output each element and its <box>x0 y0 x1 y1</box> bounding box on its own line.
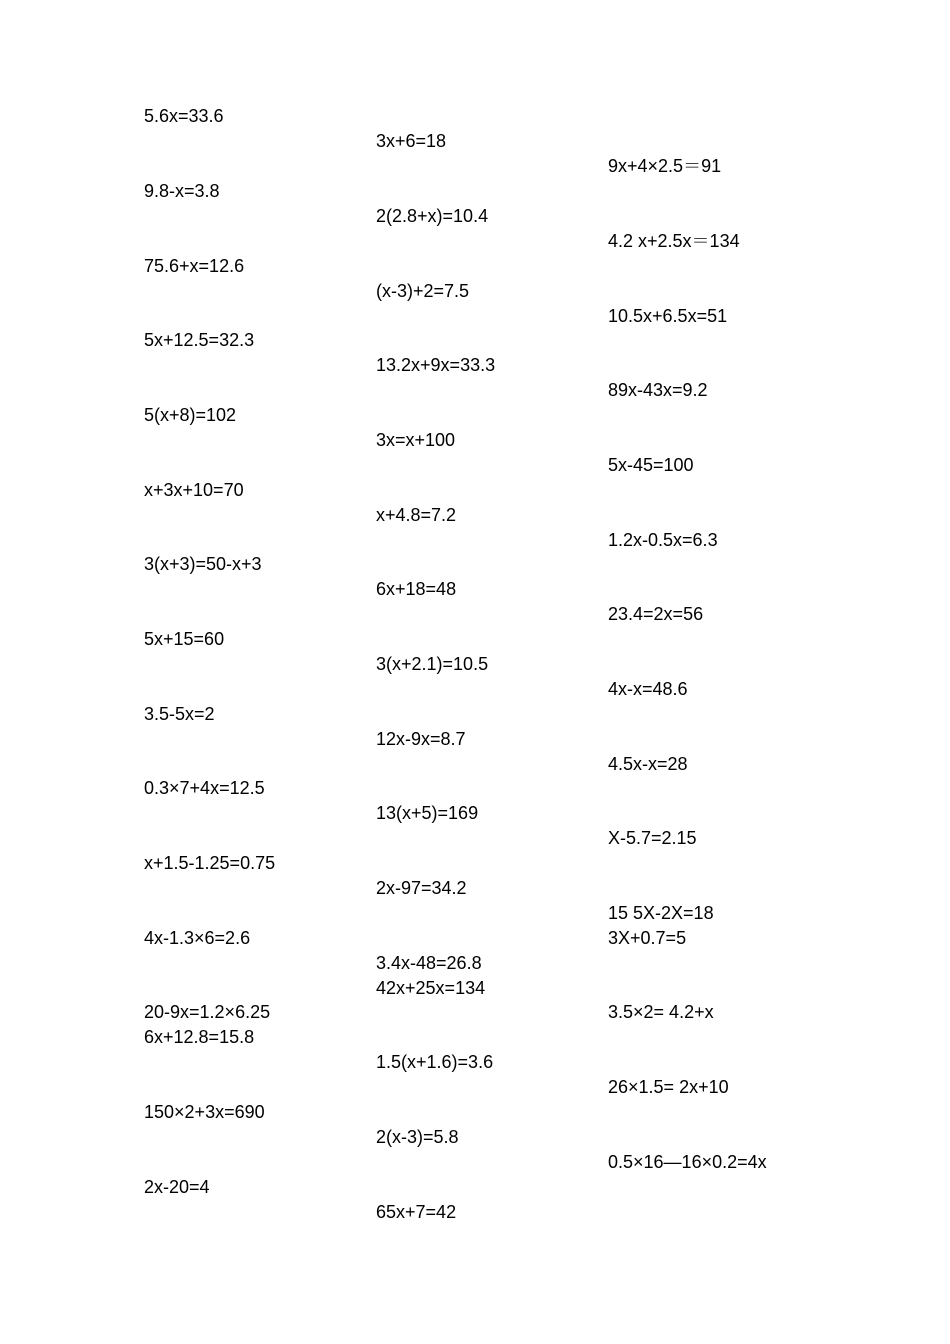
equation: 6x+18=48 <box>376 579 457 599</box>
equation: 3.5×2= 4.2+x <box>608 1002 714 1022</box>
equation: 5x+15=60 <box>144 629 225 649</box>
equation: 2(x-3)=5.8 <box>376 1127 459 1147</box>
equation: 3x=x+100 <box>376 430 456 450</box>
equation: 0.3×7+4x=12.5 <box>144 778 265 798</box>
equation: x+3x+10=70 <box>144 480 244 500</box>
equation: 150×2+3x=690 <box>144 1102 265 1122</box>
equation: x+1.5-1.25=0.75 <box>144 853 276 873</box>
equation: 5x-45=100 <box>608 455 694 475</box>
equation: 42x+25x=134 <box>376 978 486 998</box>
equation: (x-3)+2=7.5 <box>376 281 470 301</box>
equation: 23.4=2x=56 <box>608 604 704 624</box>
equation: 0.5×16—16×0.2=4x <box>608 1152 767 1172</box>
equation: 3x+6=18 <box>376 131 447 151</box>
equation: 3(x+2.1)=10.5 <box>376 654 489 674</box>
equation: 2(2.8+x)=10.4 <box>376 206 489 226</box>
equation: 10.5x+6.5x=51 <box>608 306 728 326</box>
equation: 65x+7=42 <box>376 1202 457 1222</box>
equation: 4.2 x+2.5x＝134 <box>608 231 740 251</box>
equation: 3.4x-48=26.8 <box>376 953 482 973</box>
equation: 1.2x-0.5x=6.3 <box>608 530 718 550</box>
equation: 5x+12.5=32.3 <box>144 330 255 350</box>
equation: 9.8-x=3.8 <box>144 181 220 201</box>
equation: 13.2x+9x=33.3 <box>376 355 496 375</box>
equation: 75.6+x=12.6 <box>144 256 245 276</box>
equation: x+4.8=7.2 <box>376 505 457 525</box>
equation: 3.5-5x=2 <box>144 704 215 724</box>
equation: 5(x+8)=102 <box>144 405 237 425</box>
equation: 3X+0.7=5 <box>608 928 687 948</box>
equation: 2x-20=4 <box>144 1177 210 1197</box>
equation: 15 5X-2X=18 <box>608 903 714 923</box>
equation: 4x-1.3×6=2.6 <box>144 928 251 948</box>
equation: 26×1.5= 2x+10 <box>608 1077 729 1097</box>
equation: 4x-x=48.6 <box>608 679 688 699</box>
equation: 4.5x-x=28 <box>608 754 688 774</box>
equation: 1.5(x+1.6)=3.6 <box>376 1052 494 1072</box>
equation: 2x-97=34.2 <box>376 878 467 898</box>
equation: 89x-43x=9.2 <box>608 380 708 400</box>
equation: 5.6x=33.6 <box>144 106 224 126</box>
equation: 20-9x=1.2×6.25 <box>144 1002 271 1022</box>
equation: 3(x+3)=50-x+3 <box>144 554 262 574</box>
equation: 12x-9x=8.7 <box>376 729 466 749</box>
equation: 9x+4×2.5＝91 <box>608 156 722 176</box>
equation: 6x+12.8=15.8 <box>144 1027 255 1047</box>
equation: X-5.7=2.15 <box>608 828 697 848</box>
equation: 13(x+5)=169 <box>376 803 479 823</box>
